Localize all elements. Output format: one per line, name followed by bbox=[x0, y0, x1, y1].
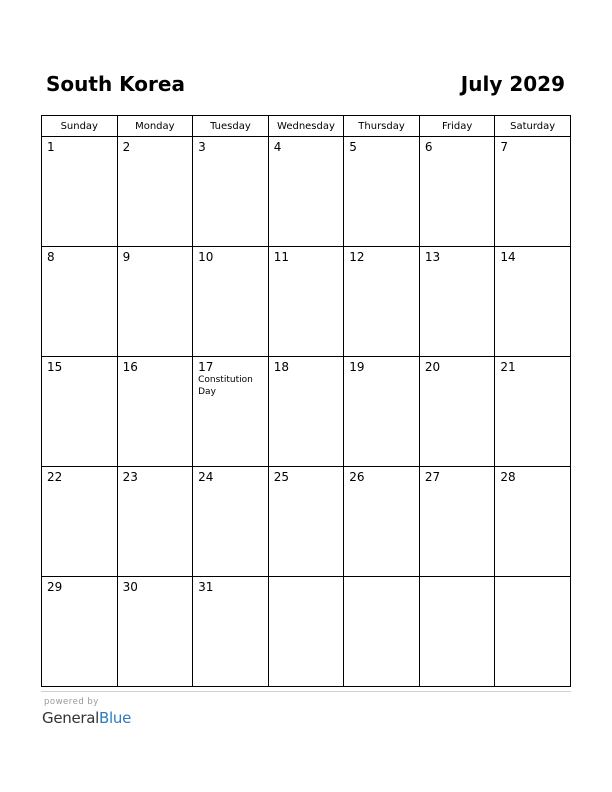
day-number: 11 bbox=[273, 250, 289, 264]
day-cell bbox=[42, 467, 118, 577]
day-cell bbox=[117, 467, 193, 577]
day-cell bbox=[268, 357, 344, 467]
day-cell bbox=[117, 137, 193, 247]
week-row bbox=[42, 357, 571, 467]
day-cell bbox=[117, 247, 193, 357]
day-cell bbox=[495, 357, 571, 467]
day-cell bbox=[344, 247, 420, 357]
week-row bbox=[42, 577, 571, 687]
calendar-title-country: South Korea bbox=[46, 72, 185, 96]
week-row bbox=[42, 137, 571, 247]
day-cell bbox=[42, 357, 118, 467]
day-number bbox=[495, 577, 570, 580]
weekday-header: Tuesday bbox=[193, 116, 269, 137]
calendar-grid bbox=[41, 115, 571, 687]
day-cell bbox=[42, 577, 118, 687]
week-row bbox=[42, 247, 571, 357]
day-number: 3 bbox=[198, 140, 206, 154]
day-cell bbox=[117, 577, 193, 687]
generalblue-logo bbox=[42, 709, 131, 727]
day-number: 27 bbox=[424, 470, 441, 484]
day-cell bbox=[42, 137, 118, 247]
day-number: 20 bbox=[424, 360, 441, 374]
day-cell-empty bbox=[268, 577, 344, 687]
day-number: 13 bbox=[424, 250, 441, 264]
day-number: 6 bbox=[424, 140, 433, 154]
day-number: 4 bbox=[273, 140, 282, 154]
day-cell bbox=[193, 577, 269, 687]
day-number bbox=[344, 577, 419, 580]
powered-by-text: powered by bbox=[44, 697, 99, 707]
day-number: 30 bbox=[122, 580, 138, 594]
day-cell bbox=[268, 467, 344, 577]
day-number: 24 bbox=[198, 470, 214, 484]
day-number: 9 bbox=[122, 250, 131, 264]
day-number: 31 bbox=[198, 580, 214, 594]
day-cell bbox=[344, 357, 420, 467]
day-number: 5 bbox=[349, 140, 357, 154]
day-number: 12 bbox=[349, 250, 365, 264]
day-number: 25 bbox=[273, 470, 289, 484]
day-number: 2 bbox=[122, 140, 131, 154]
day-cell bbox=[495, 137, 571, 247]
day-cell bbox=[419, 357, 495, 467]
day-cell bbox=[268, 137, 344, 247]
weekday-header: Thursday bbox=[344, 116, 420, 137]
weekday-header: Saturday bbox=[495, 116, 571, 137]
holiday-label: Constitution Day bbox=[198, 375, 253, 397]
weekday-header-row bbox=[42, 116, 571, 137]
day-cell bbox=[344, 137, 420, 247]
day-cell bbox=[193, 137, 269, 247]
weekday-header: Wednesday bbox=[268, 116, 344, 137]
day-number: 26 bbox=[349, 470, 365, 484]
day-cell bbox=[344, 467, 420, 577]
day-number: 7 bbox=[500, 140, 509, 154]
day-cell bbox=[495, 467, 571, 577]
logo-general-text: General bbox=[42, 709, 100, 727]
day-number bbox=[420, 577, 495, 580]
day-cell bbox=[193, 247, 269, 357]
day-cell bbox=[419, 137, 495, 247]
day-number: 19 bbox=[349, 360, 365, 374]
logo-blue-text: Blue bbox=[99, 709, 132, 727]
day-number: 16 bbox=[122, 360, 138, 374]
weekday-header: Monday bbox=[117, 116, 193, 137]
calendar-title-month: July 2029 bbox=[460, 72, 565, 96]
day-cell bbox=[419, 467, 495, 577]
day-number bbox=[269, 577, 344, 580]
day-number: 14 bbox=[500, 250, 516, 264]
day-number: 10 bbox=[198, 250, 214, 264]
day-number: 18 bbox=[273, 360, 289, 374]
week-row bbox=[42, 467, 571, 577]
day-cell bbox=[42, 247, 118, 357]
day-cell-empty bbox=[495, 577, 571, 687]
day-number: 22 bbox=[47, 470, 63, 484]
day-number: 28 bbox=[500, 470, 516, 484]
day-number: 15 bbox=[47, 360, 63, 374]
day-cell bbox=[495, 247, 571, 357]
day-number: 21 bbox=[500, 360, 516, 374]
footer-divider bbox=[41, 691, 571, 692]
day-number: 8 bbox=[47, 250, 55, 264]
day-cell-empty bbox=[344, 577, 420, 687]
day-cell bbox=[419, 247, 495, 357]
day-number: 1 bbox=[47, 140, 55, 154]
day-cell-empty bbox=[419, 577, 495, 687]
day-cell bbox=[193, 357, 269, 467]
day-cell bbox=[268, 247, 344, 357]
day-cell bbox=[117, 357, 193, 467]
day-number: 29 bbox=[47, 580, 63, 594]
day-cell bbox=[193, 467, 269, 577]
weekday-header: Friday bbox=[419, 116, 495, 137]
day-number: 17 bbox=[198, 360, 214, 374]
day-number: 23 bbox=[122, 470, 138, 484]
weekday-header: Sunday bbox=[42, 116, 118, 137]
